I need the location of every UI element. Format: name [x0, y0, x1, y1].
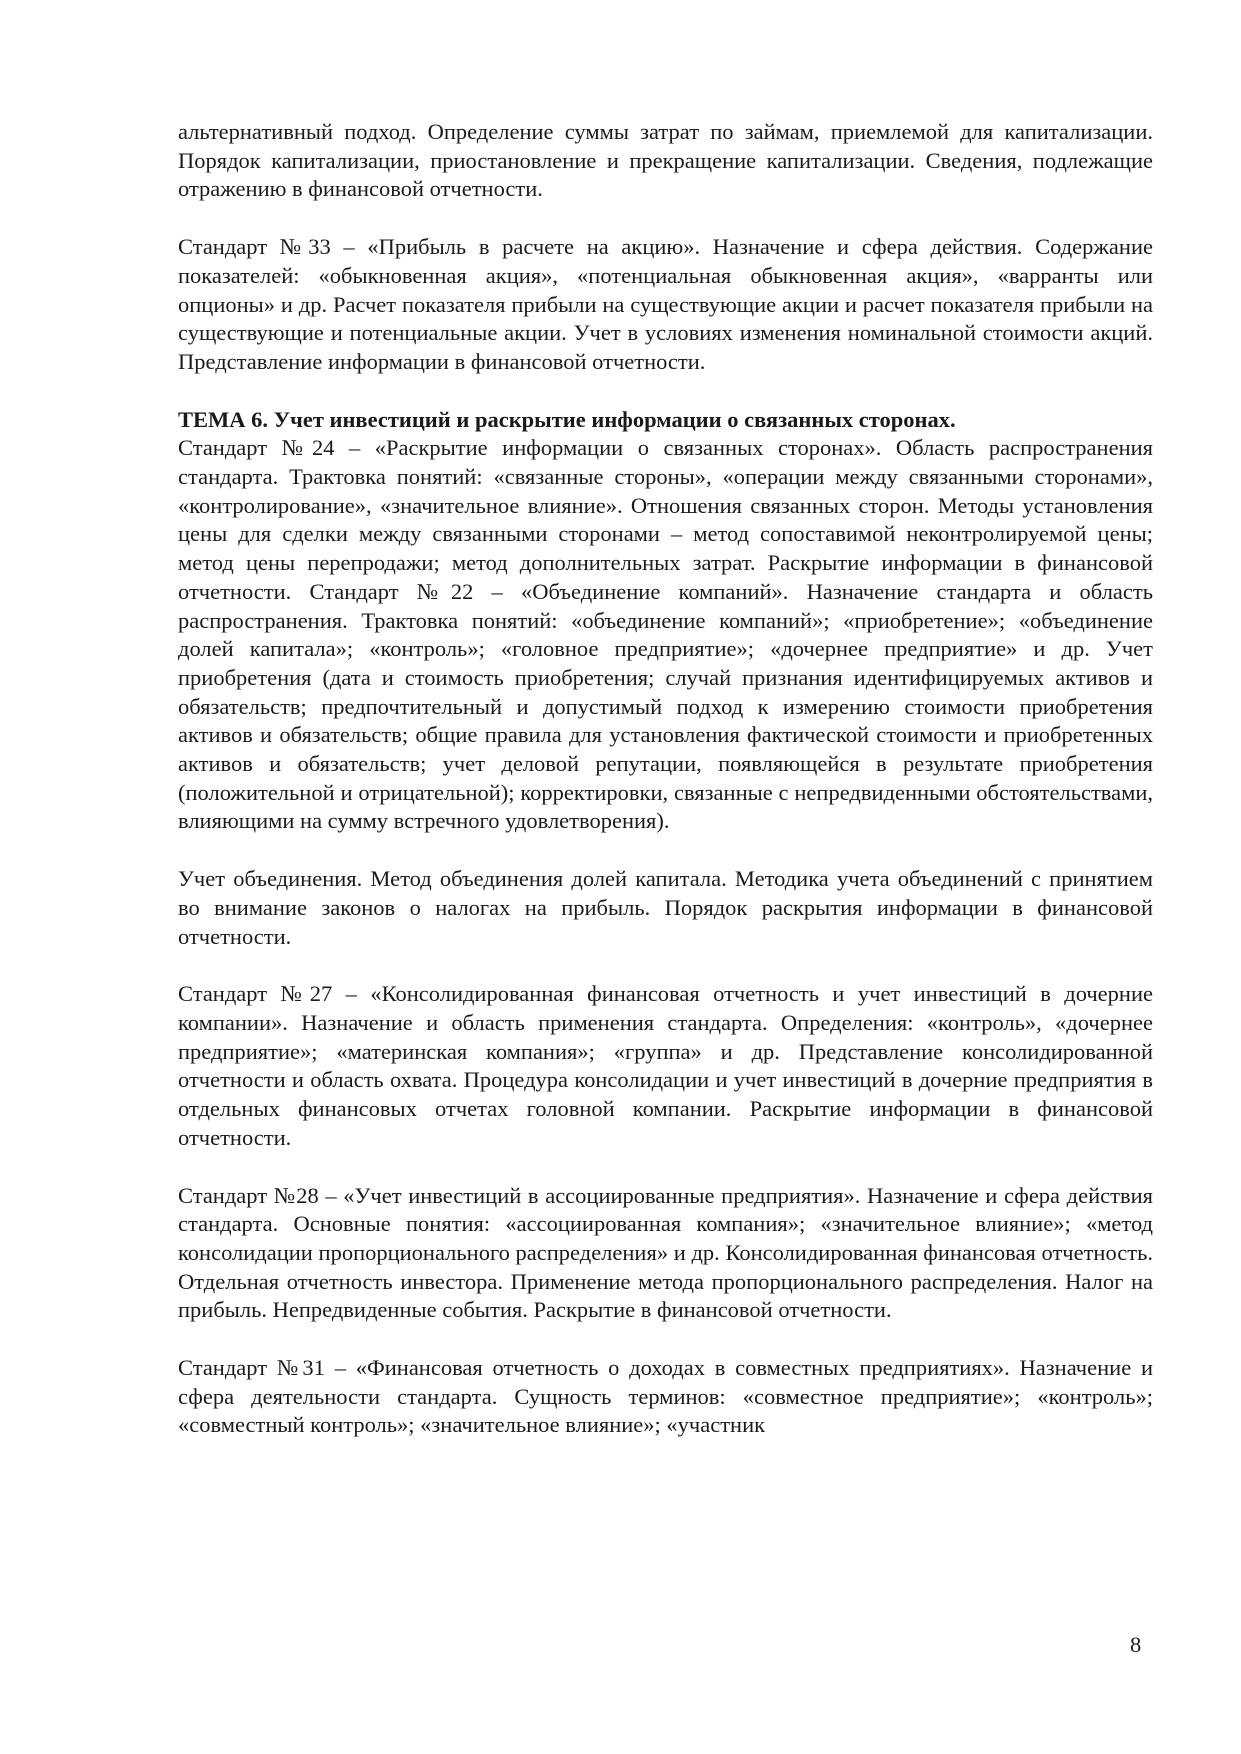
document-page — [178, 118, 1153, 1440]
paragraph-standard-33: Стандарт №33 – «Прибыль в расчете на акцию». Назначение и сфера действия. Содержание показателей: «обыкновенная акция», «потенциальная обыкновенная акция», «варранты или опционы» и др. Расчет показателя прибыли на существующие акции и расчет показателя прибыли на существующие и потенциальные акции. Учет в условиях изменения номинальной стоимости акций. Представление информации в финансовой отчетности. — [178, 234, 1153, 374]
paragraph-standard-27: Стандарт №27 – «Консолидированная финансовая отчетность и учет инвестиций в дочерние компании». Назначение и область применения стандарта. Определения: «контроль», «дочернее предприятие»; «материнская компания»; «группа» и др. Представление консолидированной отчетности и область охвата. Процедура консолидации и учет инвестиций в дочерние предприятия в отдельных финансовых отчетах головной компании. Раскрытие информации в финансовой отчетности. — [178, 981, 1153, 1150]
paragraph-standard-24-22: Стандарт №24 – «Раскрытие информации о связанных сторонах». Область распространения стандарта. Трактовка понятий: «связанные стороны», «операции между связанными сторонами», «контролирование», «значительное влияние». Отношения связанных сторон. Методы установления цены для сделки между связанными сторонами – метод сопоставимой неконтролируемой цены; метод цены перепродажи; метод дополнительных затрат. Раскрытие информации в финансовой отчетности. Стандарт №22 – «Объединение компаний». Назначение стандарта и область распространения. Трактовка понятий: «объединение компаний»; «приобретение»; «объединение долей капитала»; «контроль»; «головное предприятие»; «дочернее предприятие» и др. Учет приобретения (дата и стоимость приобретения; случай признания идентифицируемых активов и обязательств; предпочтительный и допустимый подход к измерению стоимости приобретения активов и обязательств; общие правила для установления фактической стоимости и приобретенных активов и обязательств; учет деловой репутации, появляющейся в результате приобретения (положительной и отрицательной); корректировки, связанные с непредвиденными обстоятельствами, влияющими на сумму встречного удовлетворения). — [178, 435, 1153, 834]
paragraph-standard-31: Стандарт №31 – «Финансовая отчетность о доходах в совместных предприятиях». Назначение и сфера деятельности стандарта. Сущность терминов: «совместное предприятие»; «контроль»; «совместный контроль»; «значительное влияние»; «участник — [178, 1355, 1153, 1438]
page-number: 8 — [1130, 1632, 1142, 1657]
paragraph-standard-28: Стандарт №28 – «Учет инвестиций в ассоциированные предприятия». Назначение и сфера действия стандарта. Основные понятия: «ассоциированная компания»; «значительное влияние»; «метод консолидации пропорционального распределения» и др. Консолидированная финансовая отчетность. Отдельная отчетность инвестора. Применение метода пропорционального распределения. Налог на прибыль. Непредвиденные события. Раскрытие в финансовой отчетности. — [178, 1182, 1153, 1323]
paragraph-borrowing-costs: альтернативный подход. Определение суммы затрат по займам, приемлемой для капитализации. Порядок капитализации, приостановление и прекращение капитализации. Сведения, подлежащие отражению в финансовой отчетности. — [178, 119, 1153, 202]
paragraph-pooling-of-interests: Учет объединения. Метод объединения долей капитала. Методика учета объединений с принятием во внимание законов о налогах на прибыль. Порядок раскрытия информации в финансовой отчетности. — [178, 866, 1153, 949]
topic-6-heading: ТЕМА 6. Учет инвестиций и раскрытие информации о связанных сторонах. — [178, 406, 956, 432]
